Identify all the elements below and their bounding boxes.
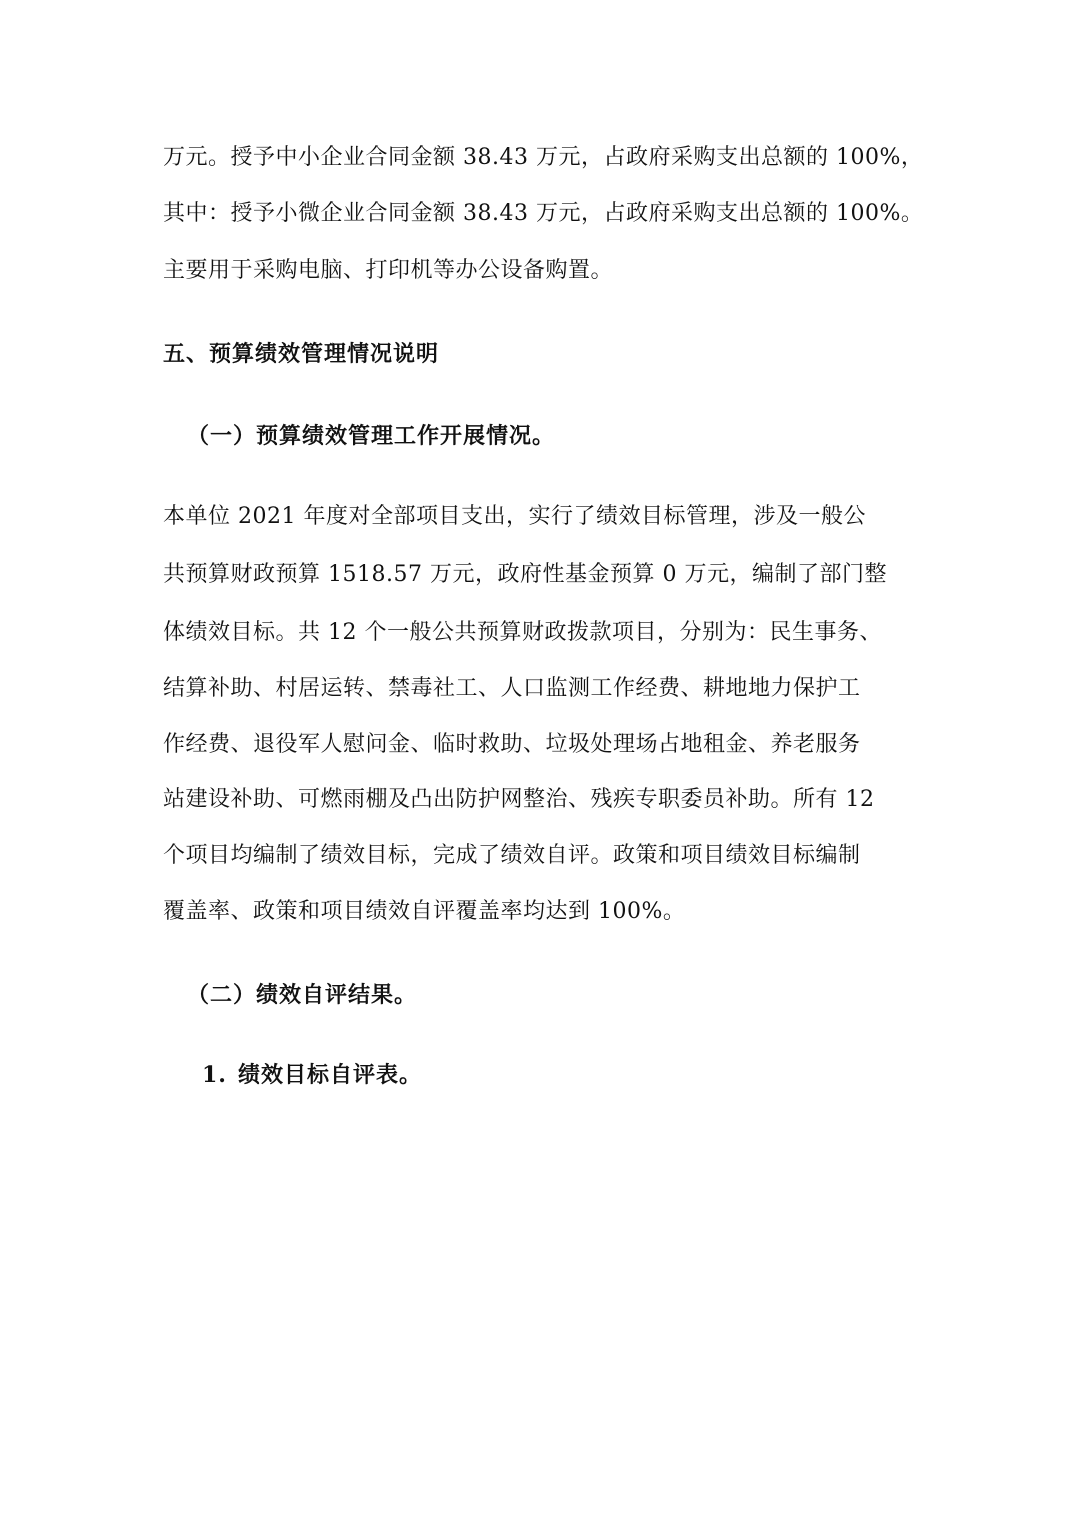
item-label: 绩效目标自评表。 — [238, 1062, 423, 1088]
paragraph-line: 万元。授予中小企业合同金额 38.43 万元，占政府采购支出总额的 100%， — [163, 145, 924, 170]
paragraph-line: 个项目均编制了绩效目标，完成了绩效自评。政策和项目绩效目标编制 — [163, 843, 861, 868]
paragraph-line: 共预算财政预算 1518.57 万元，政府性基金预算 0 万元，编制了部门整 — [163, 562, 887, 587]
subsection-heading: （一）预算绩效管理工作开展情况。 — [187, 423, 556, 449]
paragraph-line: 作经费、退役军人慰问金、临时救助、垃圾处理场占地租金、养老服务 — [163, 732, 861, 757]
numbered-item — [202, 1060, 422, 1090]
paragraph-line: 其中：授予小微企业合同金额 38.43 万元，占政府采购支出总额的 100%。 — [163, 201, 924, 226]
section-heading: 五、预算绩效管理情况说明 — [163, 341, 440, 367]
subsection-heading: （二）绩效自评结果。 — [187, 982, 418, 1008]
item-number: 1. — [202, 1062, 227, 1088]
paragraph-line: 站建设补助、可燃雨棚及凸出防护网整治、残疾专职委员补助。所有 12 — [163, 787, 875, 812]
paragraph-line: 主要用于采购电脑、打印机等办公设备购置。 — [163, 258, 614, 283]
paragraph-line: 结算补助、村居运转、禁毒社工、人口监测工作经费、耕地地力保护工 — [163, 676, 861, 701]
paragraph-line: 体绩效目标。共 12 个一般公共预算财政拨款项目，分别为：民生事务、 — [163, 620, 882, 645]
paragraph-line: 覆盖率、政策和项目绩效自评覆盖率均达到 100%。 — [163, 899, 686, 924]
paragraph-line: 本单位 2021 年度对全部项目支出，实行了绩效目标管理，涉及一般公 — [163, 504, 866, 529]
